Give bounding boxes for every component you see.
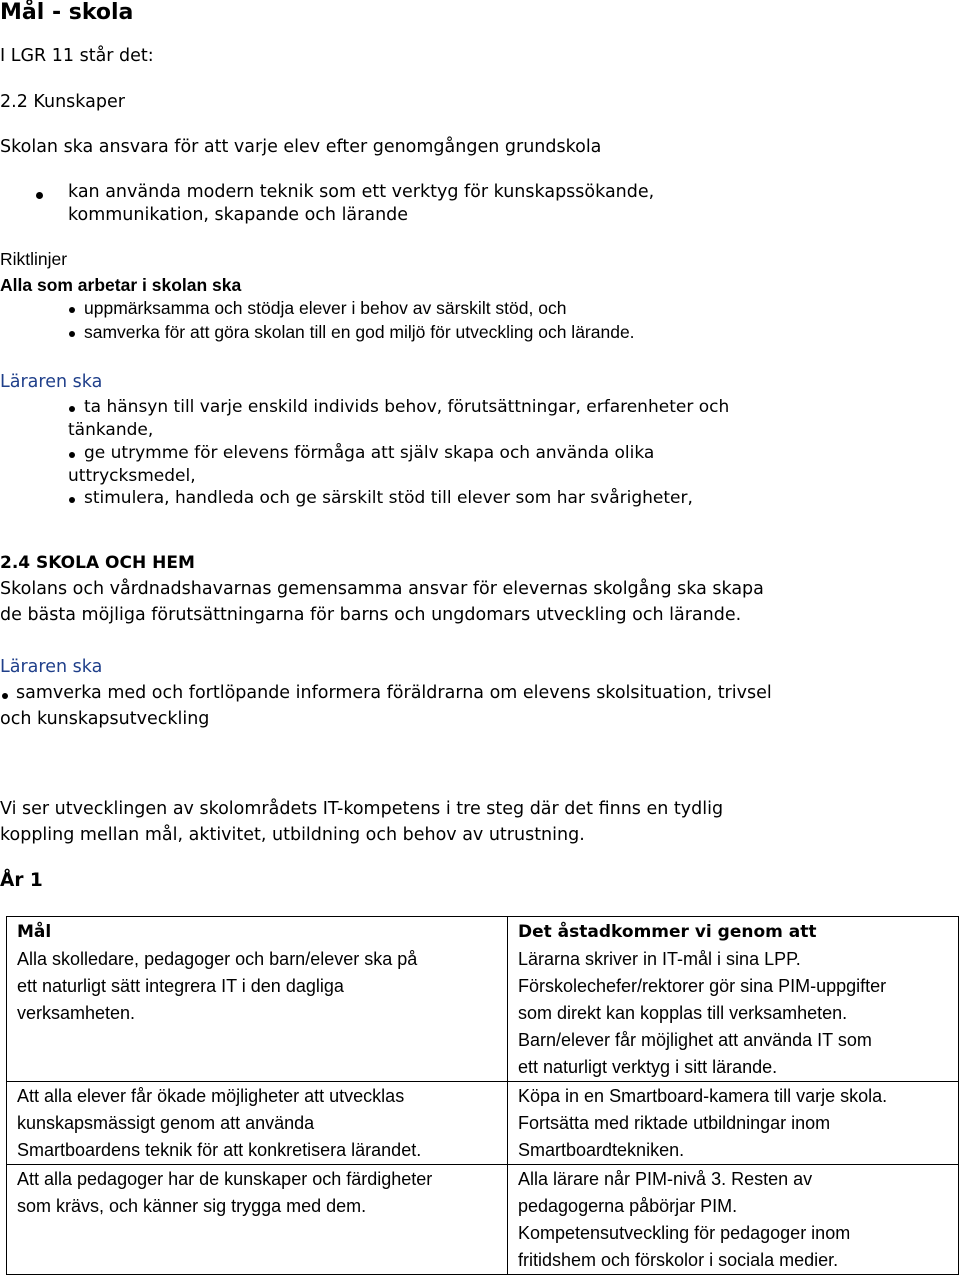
lararen-bullet-continued: och kunskapsutveckling (0, 709, 210, 729)
table-row (7, 917, 959, 1082)
table-cell-action (508, 1082, 959, 1165)
action-text: Köpa in en Smartboard-kamera till varje skola. Fortsätta med riktade utbildningar inom Smartboardtekniken. (518, 1086, 888, 1160)
bullet-icon (69, 307, 75, 313)
table-row (7, 1082, 959, 1165)
riktlinjer-label: Riktlinjer (0, 249, 68, 269)
lararen-heading: Läraren ska (0, 372, 103, 392)
section-text: de bästa möjliga förutsättningarna för barns och ungdomars utveckling och lärande. (0, 605, 742, 625)
lararen-bullet: ta hänsyn till varje enskild individs behov, förutsättningar, erfarenheter och (84, 397, 730, 417)
outro-text: koppling mellan mål, aktivitet, utbildning och behov av utrustning. (0, 825, 585, 845)
goal-text: Att alla pedagoger har de kunskaper och färdigheter som krävs, och känner sig trygga med dem. (17, 1169, 433, 1216)
table-cell-action (508, 1165, 959, 1275)
outro-text: Vi ser utvecklingen av skolområdets IT-kompetens i tre steg där det finns en tydlig (0, 799, 724, 819)
riktlinjer-bullet: samverka för att göra skolan till en god miljö för utveckling och lärande. (84, 322, 635, 342)
goals-table (6, 916, 959, 1275)
table-row (7, 1165, 959, 1275)
bullet-icon (69, 452, 75, 458)
column-header-action: Det åstadkommer vi genom att (518, 922, 817, 942)
section-heading-skola-och-hem: 2.4 SKOLA OCH HEM (0, 553, 195, 573)
lararen-bullet-continued: tänkande, (68, 420, 154, 440)
bullet-text-continued: kommunikation, skapande och lärande (68, 205, 409, 225)
lararen-heading: Läraren ska (0, 657, 103, 677)
bullet-text: kan använda modern teknik som ett verktyg för kunskapssökande, (68, 182, 655, 202)
bullet-icon (2, 693, 8, 699)
intro-text: I LGR 11 står det: (0, 46, 154, 66)
riktlinjer-subheading: Alla som arbetar i skolan ska (0, 275, 242, 295)
lararen-bullet: ge utrymme för elevens förmåga att själv skapa och använda olika (84, 443, 655, 463)
column-header-goal: Mål (17, 922, 52, 942)
page-title: Mål - skola (0, 0, 134, 25)
section-text: Skolans och vårdnadshavarnas gemensamma ansvar för elevernas skolgång ska skapa (0, 579, 764, 599)
table-cell-action (508, 917, 959, 1082)
bullet-icon (69, 497, 75, 503)
goal-text: Att alla elever får ökade möjligheter att utvecklas kunskapsmässigt genom att använda Smartboardens teknik för att konkretisera lärandet. (17, 1086, 422, 1160)
lararen-bullet: samverka med och fortlöpande informera föräldrarna om elevens skolsituation, trivsel (16, 683, 772, 703)
lararen-bullet-continued: uttrycksmedel, (68, 466, 196, 486)
bullet-icon (69, 331, 75, 337)
bullet-icon (69, 406, 75, 412)
action-text: Alla lärare når PIM-nivå 3. Resten av pedagogerna påbörjar PIM. Kompetensutveckling för pedagoger inom fritidshem och förskolor i sociala medier. (518, 1169, 851, 1270)
table-cell-goal (7, 917, 508, 1082)
year-heading: År 1 (0, 870, 43, 891)
bullet-icon (36, 192, 43, 199)
table-cell-goal (7, 1165, 508, 1275)
table-cell-goal (7, 1082, 508, 1165)
lararen-bullet: stimulera, handleda och ge särskilt stöd till elever som har svårigheter, (84, 488, 693, 508)
action-text: Lärarna skriver in IT-mål i sina LPP. Förskolechefer/rektorer gör sina PIM-uppgifter som direkt kan kopplas till verksamheten. Barn/elever får möjlighet att använda IT som ett naturligt verktyg i sitt lärande. (518, 949, 887, 1077)
section-heading-kunskaper: 2.2 Kunskaper (0, 92, 125, 112)
goal-text: Alla skolledare, pedagoger och barn/elever ska på ett naturligt sätt integrera IT i den dagliga verksamheten. (17, 949, 418, 1023)
section-lead: Skolan ska ansvara för att varje elev efter genomgången grundskola (0, 137, 602, 157)
riktlinjer-bullet: uppmärksamma och stödja elever i behov av särskilt stöd, och (84, 298, 567, 318)
